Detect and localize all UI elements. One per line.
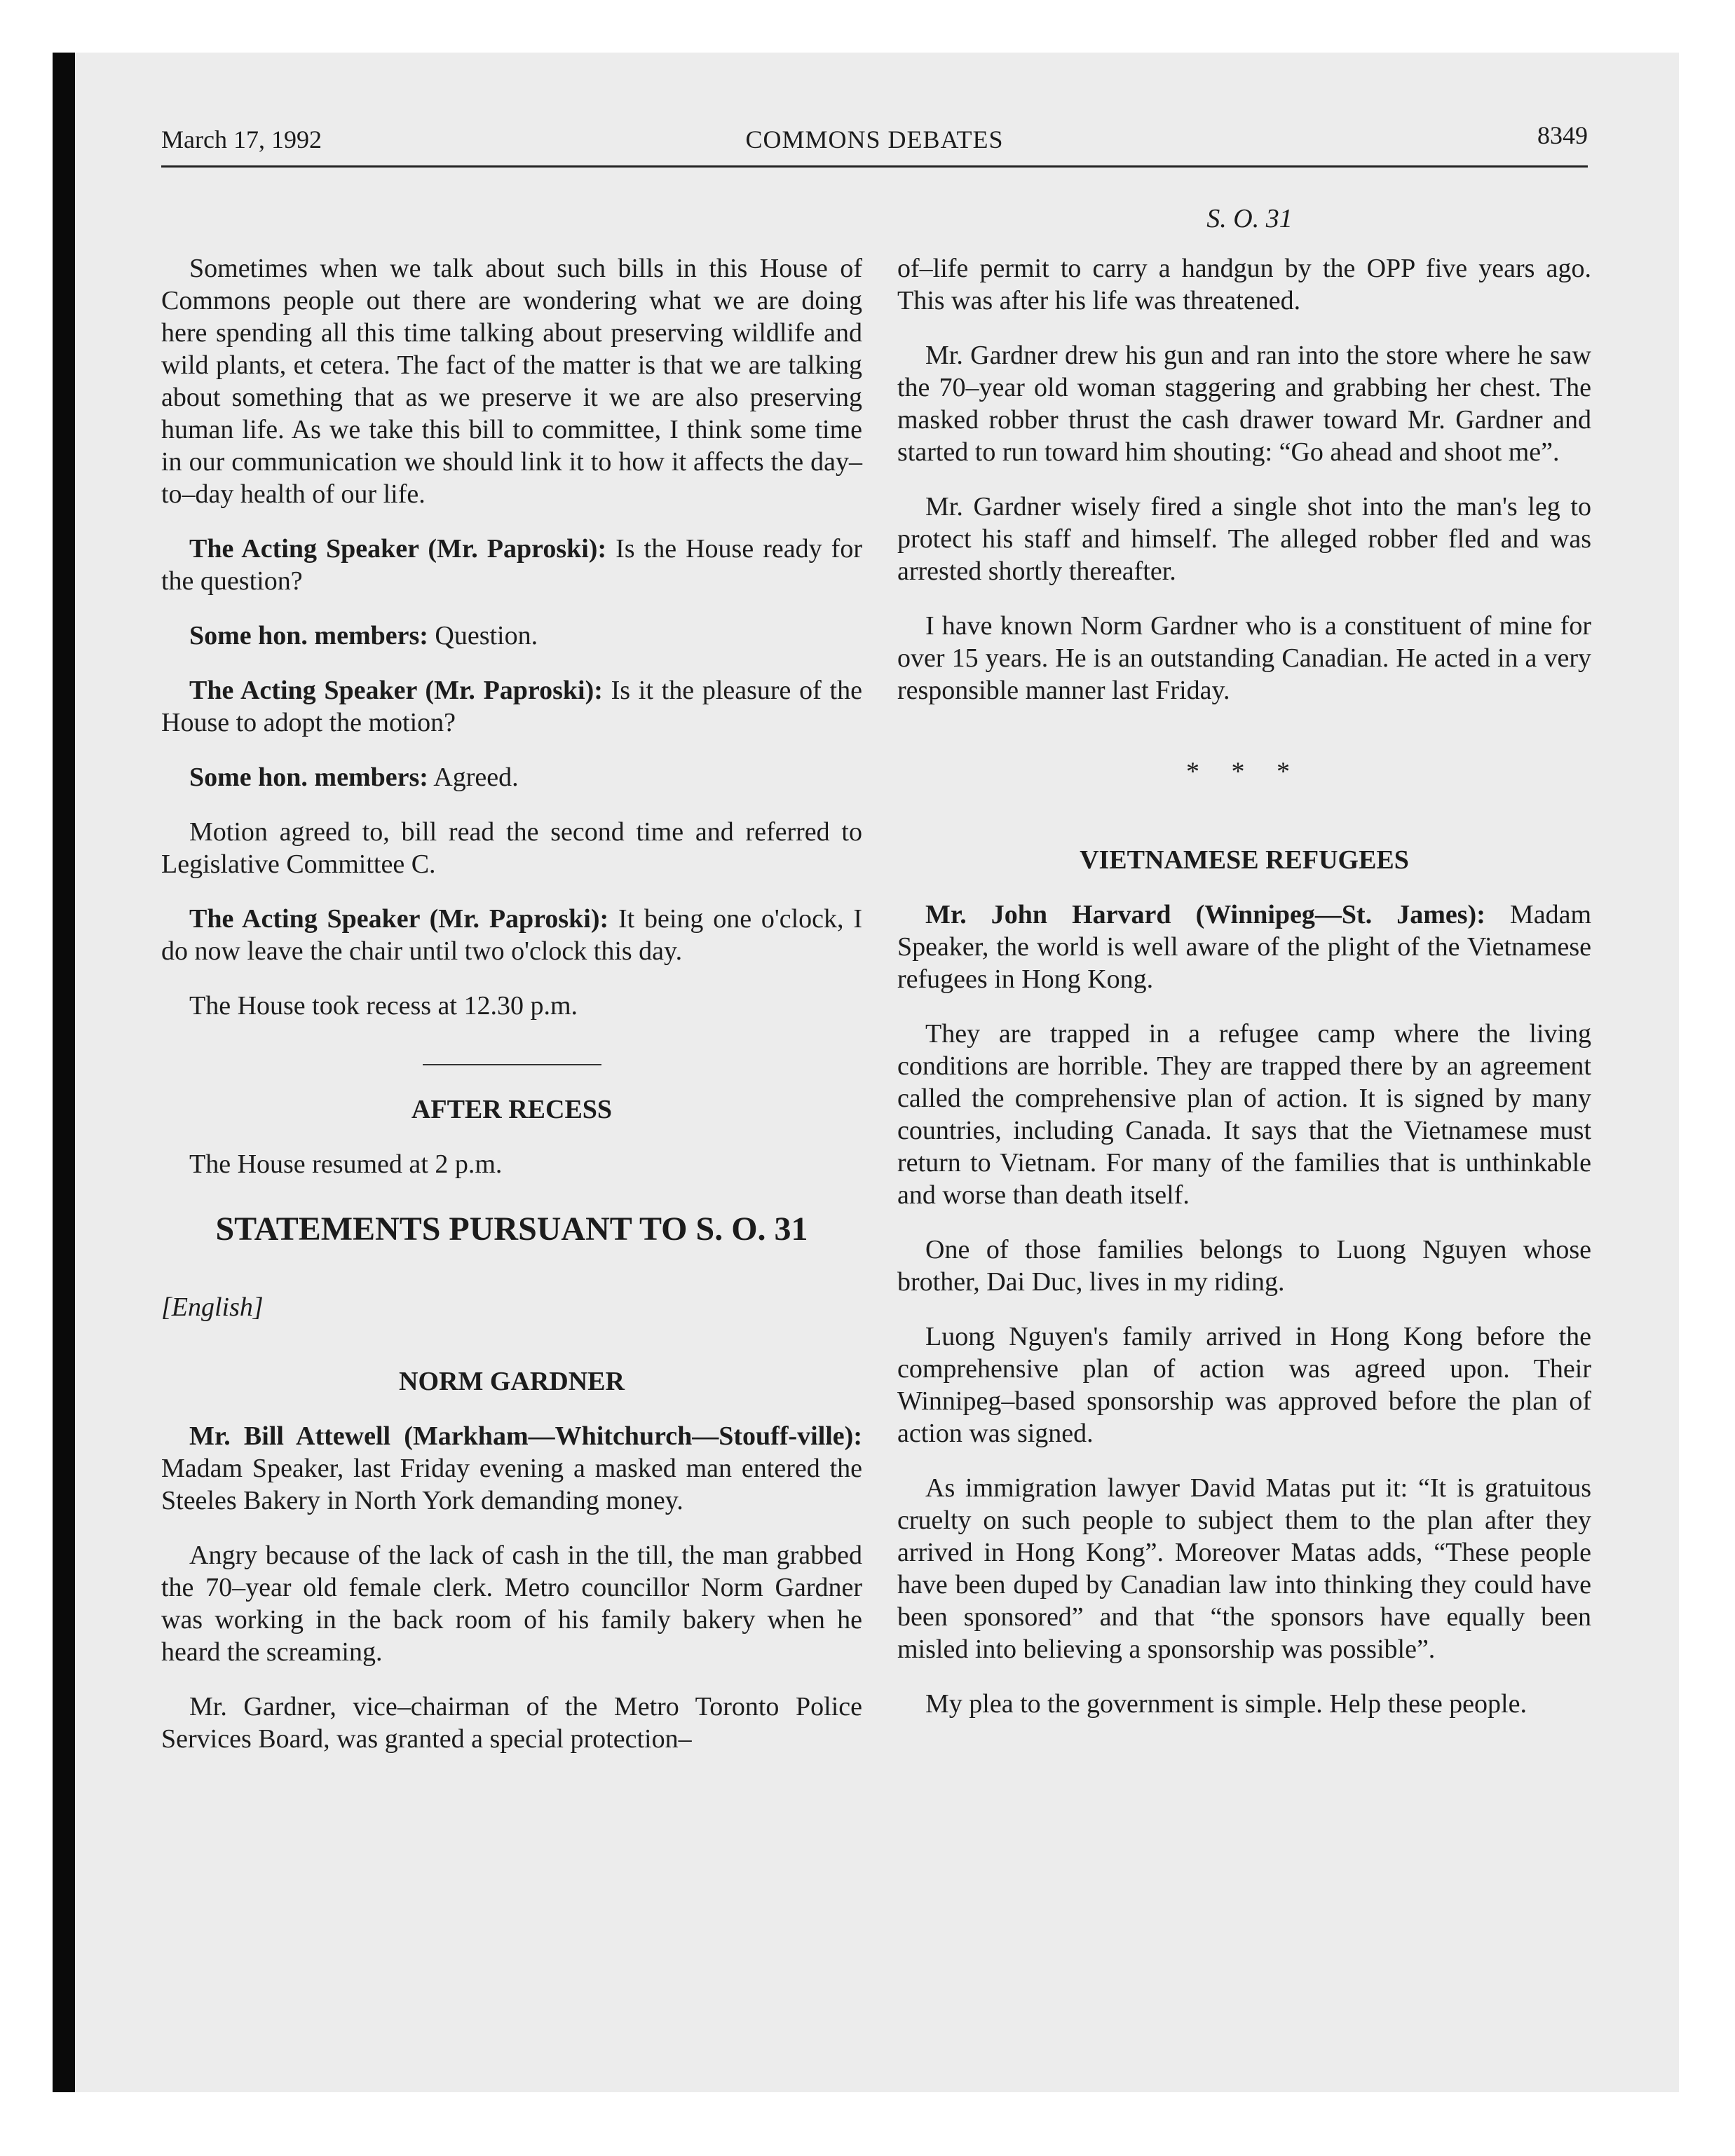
paragraph: As immigration lawyer David Matas put it: “It is gratuitous cruelty on such people to subject them to the plan after they arrived in Hong Kong”. Moreover Matas adds, “These people have been duped by Canadian law into thinking they could have been sponsored” and that “the sponsors have equally been misled into believing a sponsorship was possible”. [897,1473,1591,1664]
paragraph [161,533,862,597]
header-rule [161,165,1588,168]
header-title: COMMONS DEBATES [745,125,1004,153]
section-separator-stars: * * * [1186,757,1302,786]
speaker-name: Some hon. members: [189,621,428,650]
right-column [897,252,1591,1742]
section-tag: S. O. 31 [1206,204,1293,233]
page-header [161,121,1588,164]
paragraph: The House resumed at 2 p.m. [189,1149,503,1179]
speaker-name: Mr. Bill Attewell (Markham—Whitchurch—Stouff-ville): [189,1421,862,1451]
paragraph [161,620,862,652]
speaker-name: Mr. John Harvard (Winnipeg—St. James): [925,900,1485,929]
paragraph: I have known Norm Gardner who is a constituent of mine for over 15 years. He is an outstanding Canadian. He acted in a very responsible manner last Friday. [897,611,1591,705]
speaker-name: The Acting Speaker (Mr. Paproski): [189,676,603,705]
paragraph: They are trapped in a refugee camp where the living conditions are horrible. They are trapped there by an agreement called the comprehensive plan of action. It is signed by many countries, including Canada. It says that the Vietnamese must return to Vietnam. For many of the families that is unthinkable and worse than death itself. [897,1019,1591,1210]
speech-text: Question. [428,621,538,650]
section-divider [423,1064,601,1065]
paragraph: Luong Nguyen's family arrived in Hong Kong before the comprehensive plan of action was agreed upon. Their Winnipeg–based sponsorship was approved before the plan of action was signed. [897,1322,1591,1448]
paragraph [161,1420,862,1517]
paragraph [897,899,1591,995]
vietnamese-refugees-heading: VIETNAMESE REFUGEES [1080,845,1409,875]
paragraph: Mr. Gardner drew his gun and ran into the store where he saw the 70–year old woman staggering and grabbing her chest. The masked robber thrust the cash drawer toward Mr. Gardner and started to run toward him shouting: “Go ahead and shoot me”. [897,341,1591,467]
scan-border [53,53,75,2092]
paragraph: Motion agreed to, bill read the second time and referred to Legislative Committee C. [161,817,862,879]
header-date: March 17, 1992 [161,125,322,153]
speech-text: Madam Speaker, the world is well aware of the plight of the Vietnamese refugees in Hong Kong. [897,900,1591,994]
paragraph [161,674,862,739]
paragraph [161,761,862,793]
paragraph: Angry because of the lack of cash in the till, the man grabbed the 70–year old female clerk. Metro councillor Norm Gardner was working in the back room of his family bakery when he heard the screaming. [161,1541,862,1667]
paragraph: The House took recess at 12.30 p.m. [189,991,578,1021]
norm-gardner-heading: NORM GARDNER [399,1367,625,1396]
paragraph: Sometimes when we talk about such bills in this House of Commons people out there are wondering what we are doing here spending all this time talking about preserving wildlife and wild plants, et cetera. The fact of the matter is that we are talking about something that as we preserve it we are also preserving human life. As we take this bill to committee, I think some time in our communication we should link it to how it affects the day–to–day health of our life. [161,254,862,509]
speech-text: It being one o'clock, I do now leave the chair until two o'clock this day. [161,904,863,966]
after-recess-heading: AFTER RECESS [411,1095,613,1124]
language-marker: [English] [161,1292,264,1322]
paragraph: of–life permit to carry a handgun by the OPP five years ago. This was after his life was threatened. [897,254,1591,315]
paragraph: Mr. Gardner wisely fired a single shot into the man's leg to protect his staff and himself. The alleged robber fled and was arrested shortly thereafter. [897,492,1591,586]
paragraph: My plea to the government is simple. Help these people. [925,1689,1527,1719]
speech-text: Madam Speaker, last Friday evening a masked man entered the Steeles Bakery in North York demanding money. [161,1454,862,1515]
page-number: 8349 [1537,121,1588,149]
left-column [161,252,862,1778]
speaker-name: Some hon. members: [189,763,428,792]
speech-text: Is it the pleasure of the House to adopt the motion? [161,676,862,737]
speech-text: Agreed. [428,763,519,792]
paragraph: One of those families belongs to Luong Nguyen whose brother, Dai Duc, lives in my riding. [897,1235,1591,1297]
paragraph: Mr. Gardner, vice–chairman of the Metro Toronto Police Services Board, was granted a special protection– [161,1692,862,1754]
paragraph [161,903,862,967]
statements-heading: STATEMENTS PURSUANT TO S. O. 31 [215,1210,808,1248]
speaker-name: The Acting Speaker (Mr. Paproski): [189,534,607,564]
speech-text: Is the House ready for the question? [161,534,862,596]
speaker-name: The Acting Speaker (Mr. Paproski): [189,904,609,934]
